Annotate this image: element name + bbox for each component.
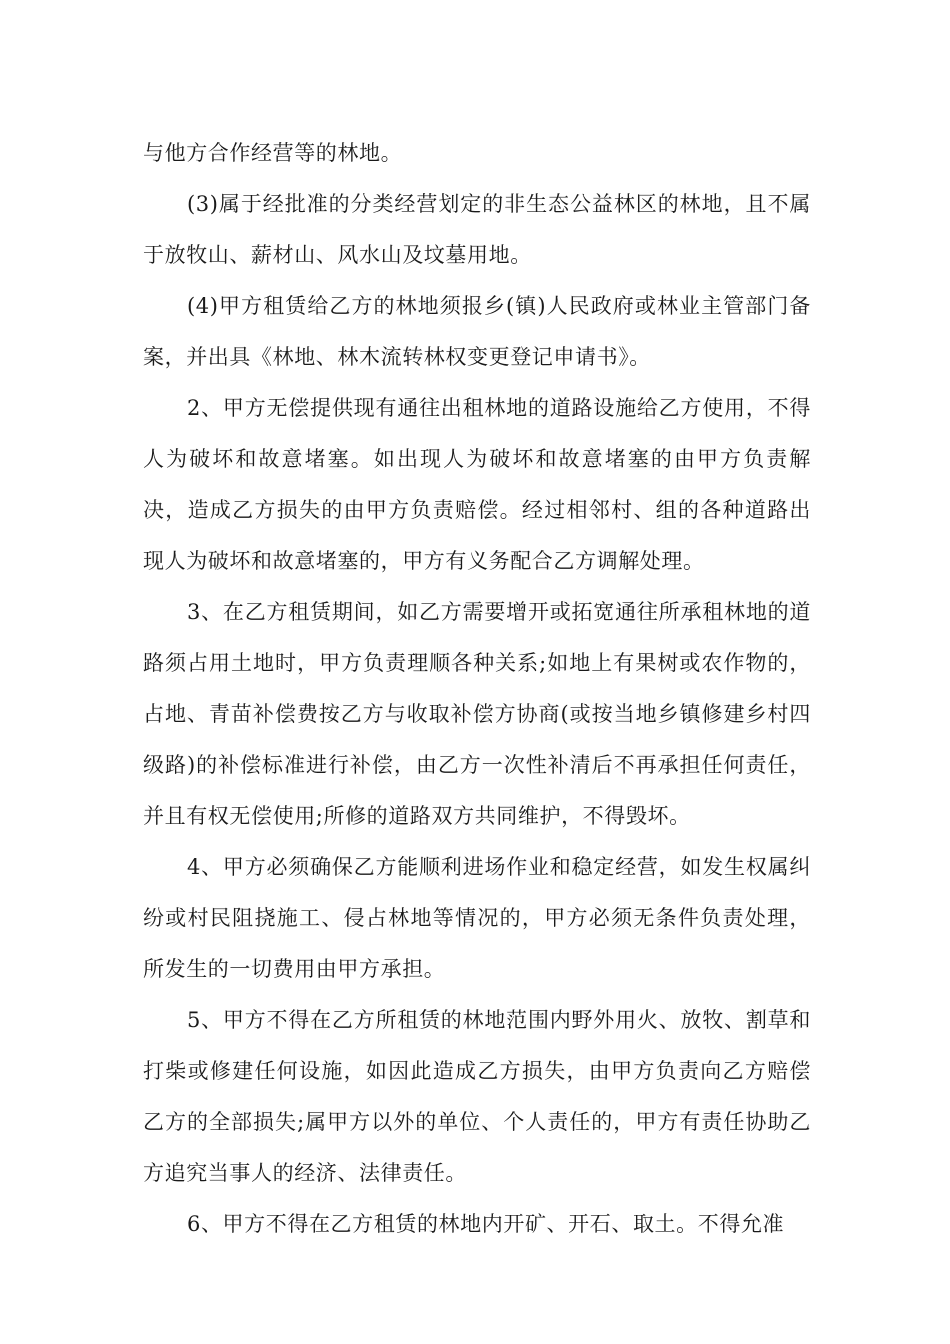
paragraph-continuation: 与他方合作经营等的林地。 [143,141,403,165]
paragraph-clause-2: 2、甲方无偿提供现有通往出租林地的道路设施给乙方使用，不得人为破坏和故意堵塞。如出现人为破坏和故意堵塞的由甲方负责解决，造成乙方损失的由甲方负责赔偿。经过相邻村、组的各种道路出现人为破坏和故意堵塞的，甲方有义务配合乙方调解处理。 [143,396,811,573]
paragraph-clause-6: 6、甲方不得在乙方租赁的林地内开矿、开石、取土。不得允准 [187,1212,785,1236]
document-body [143,128,811,1250]
paragraph-clause-3: 3、在乙方租赁期间，如乙方需要增开或拓宽通往所承租林地的道路须占用土地时，甲方负责理顺各种关系;如地上有果树或农作物的，占地、青苗补偿费按乙方与收取补偿方协商(或按当地乡镇修建乡村四级路)的补偿标准进行补偿，由乙方一次性补清后不再承担任何责任，并且有权无偿使用;所修的道路双方共同维护，不得毁坏。 [143,600,811,828]
paragraph-clause-4: 4、甲方必须确保乙方能顺利进场作业和稳定经营，如发生权属纠纷或村民阻挠施工、侵占林地等情况的，甲方必须无条件负责处理，所发生的一切费用由甲方承担。 [143,855,811,981]
paragraph-clause-5: 5、甲方不得在乙方所租赁的林地范围内野外用火、放牧、割草和打柴或修建任何设施，如因此造成乙方损失，由甲方负责向乙方赔偿乙方的全部损失;属甲方以外的单位、个人责任的，甲方有责任协助乙方追究当事人的经济、法律责任。 [143,1008,811,1185]
paragraph-item-4: (4)甲方租赁给乙方的林地须报乡(镇)人民政府或林业主管部门备案，并出具《林地、林木流转林权变更登记申请书》。 [143,294,811,369]
paragraph-item-3: (3)属于经批准的分类经营划定的非生态公益林区的林地，且不属于放牧山、薪材山、风水山及坟墓用地。 [143,192,811,267]
